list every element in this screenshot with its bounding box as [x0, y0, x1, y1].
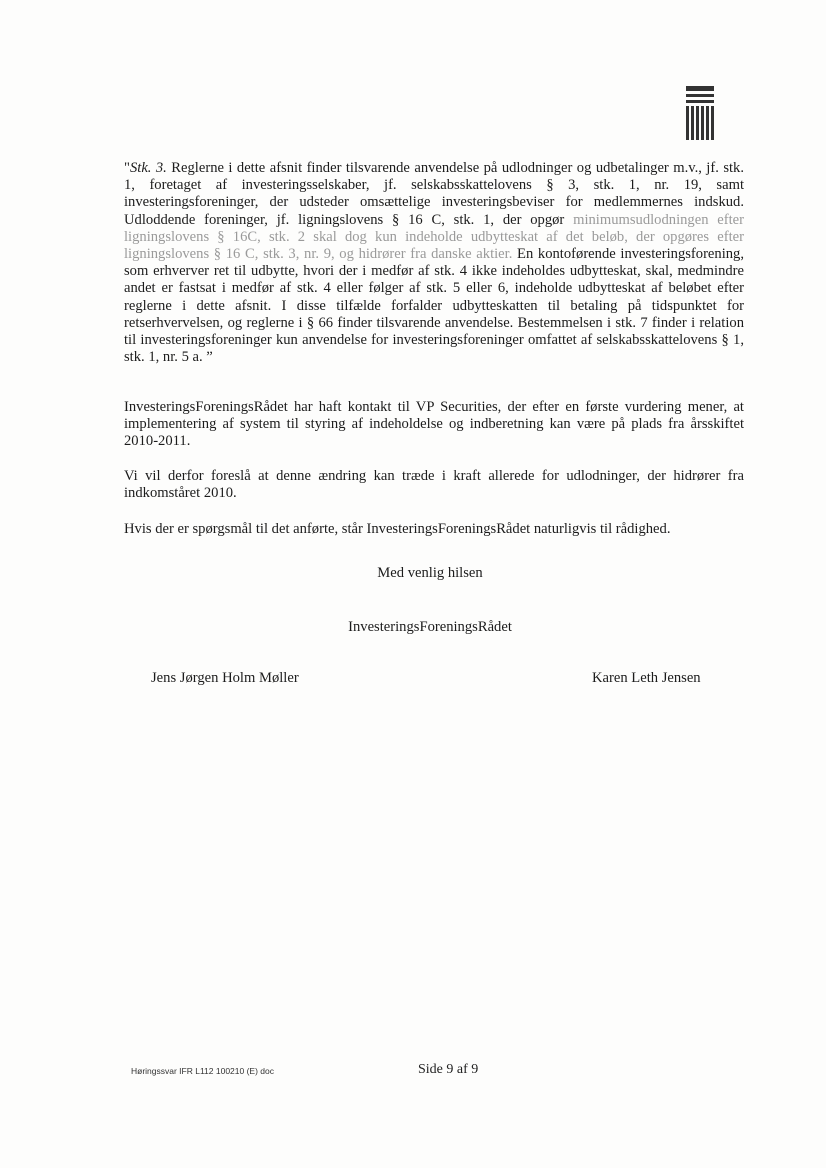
quote-part-2: En kontoførende investeringsforening, som erhverver ret til udbytte, hvori der i medfør af stk. 4 ikke indeholdes udbytteskat, skal, medmindre andet er fastsat i medfør af stk. 4 eller følger af stk. 5 eller 6, indeholde udbytteskat af beløbet efter reglerne i dette afsnit. I disse tilfælde forfalder udbytteskatten til betaling på tidspunktet for retserhvervelsen, og reglerne i § 66 finder tilsvarende anvendelse. Bestemmelsen i stk. 7 finder i relation til investeringsforeninger kun anvendelse for investeringsforeninger omfattet af selskabsskattelovens § 1, stk. 1, nr. 5 a. ”	[124, 246, 745, 366]
ifr-logo-icon	[686, 86, 714, 142]
signatory-left: Jens Jørgen Holm Møller	[151, 670, 299, 686]
paragraph-questions: Hvis der er spørgsmål til det anførte, står InvesteringsForeningsRådet naturligvis til rådighed.	[124, 521, 671, 537]
quote-faded-text: minimumsudlodningen efter ligningslovens § 16C, stk. 2 skal dog kun indeholde udbytteskat af det beløb, der opgøres efter ligningslovens § 16 C, stk. 3, nr. 9, og hidrører fra danske aktier.	[124, 211, 745, 263]
closing-greeting: Med venlig hilsen	[377, 565, 483, 581]
quote-lead-label: Stk. 3.	[129, 160, 167, 176]
quote-open-mark: "	[124, 160, 130, 176]
signatory-right: Karen Leth Jensen	[592, 670, 701, 686]
footer-filename: Høringssvar IFR L112 100210 (E) doc	[131, 1066, 274, 1076]
paragraph-vp-securities: InvesteringsForeningsRådet har haft kontakt til VP Securities, der efter en første vurdering mener, at implementering af system til styring af indeholdelse og indberetning kan være på plads fra årsskiftet 2010-2011.	[124, 399, 744, 450]
footer-page-number: Side 9 af 9	[418, 1062, 479, 1077]
closing-organization: InvesteringsForeningsRådet	[348, 619, 512, 635]
paragraph-proposal: Vi vil derfor foreslå at denne ændring kan træde i kraft allerede for udlodninger, der hidrører fra indkomståret 2010.	[124, 468, 744, 502]
quoted-law-text	[124, 160, 744, 366]
quote-part-1: Reglerne i dette afsnit finder tilsvarende anvendelse på udlodninger og udbetalinger m.v., jf. stk. 1, foretaget af investeringsselskaber, jf. selskabsskattelovens § 3, stk. 1, nr. 19, samt investeringsforeninger, der udsteder omsættelige investeringsbeviser for medlemmernes indskud. Udloddende foreninger, jf. ligningslovens § 16 C, stk. 1, der opgør	[124, 160, 744, 228]
